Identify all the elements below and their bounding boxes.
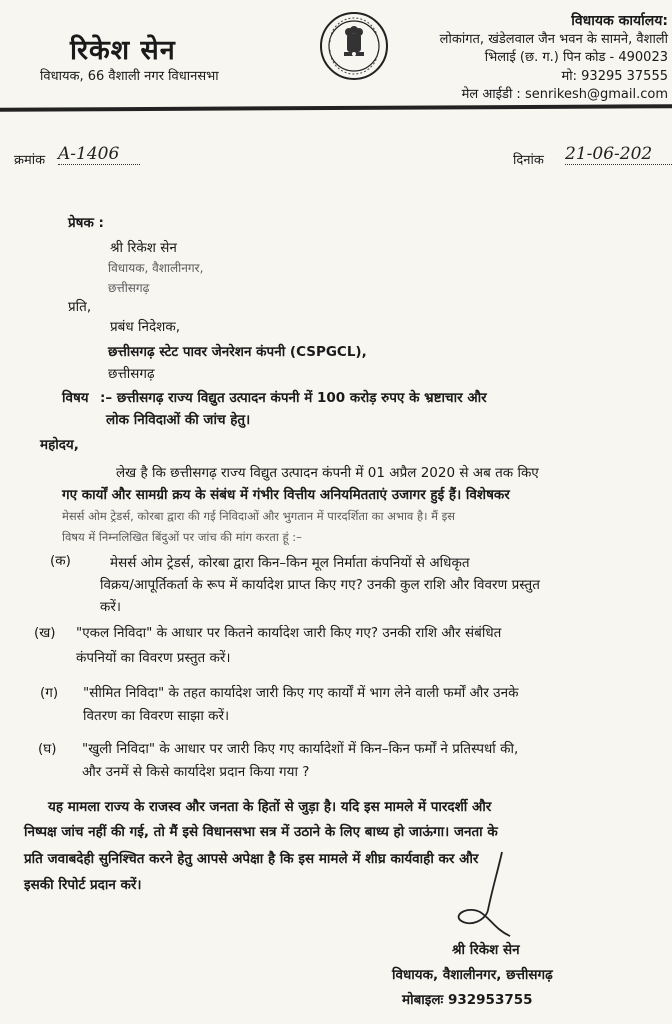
sender-designation: विधायक, वैशालीनगर,	[108, 261, 204, 275]
signatory-designation: विधायक, वैशालीनगर, छत्तीसगढ़	[392, 967, 553, 983]
recipient-heading: प्रति,	[68, 299, 92, 315]
point-text: और उनमें से किसे कार्यादेश प्रदान किया गया ?	[82, 764, 310, 780]
salutation: महोदय,	[40, 437, 79, 453]
intro-line: मेसर्स ओम ट्रेडर्स, कोरबा द्वारा की गई निविदाओं और भुगतान में पारदर्शिता का अभाव है। मैं इस	[62, 509, 456, 523]
date-value: 21-06-202	[565, 144, 653, 164]
recipient-line: प्रबंध निदेशक,	[110, 319, 180, 335]
point-text: करें।	[100, 599, 122, 615]
closing-line: निष्पक्ष जांच नहीं की गई, तो मैं इसे विधानसभा सत्र में उठाने के लिए बाध्य हो जाऊंगा। जनता के	[24, 824, 498, 840]
handwritten-signature	[440, 850, 520, 940]
sender-state: छत्तीसगढ़	[108, 281, 150, 295]
intro-line: गए कार्यों और सामग्री क्रय के संबंध में गंभीर वित्तीय अनियमितताएं उजागर हुई हैं। विशेषकर	[62, 487, 510, 503]
office-address-block	[440, 12, 668, 105]
point-text: मेसर्स ओम ट्रेडर्स, कोरबा द्वारा किन–किन मूल निर्माता कंपनियों से अधिकृत	[110, 555, 470, 571]
point-text: वितरण का विवरण साझा करें।	[83, 708, 230, 724]
point-text: "सीमित निविदा" के तहत कार्यादेश जारी किए गए कार्यों में भाग लेने वाली फर्मों और उनके	[83, 685, 519, 701]
ref-dotted-line	[58, 164, 140, 165]
point-marker: (क)	[50, 553, 71, 569]
office-email: मेल आईडी : senrikesh@gmail.com	[461, 87, 668, 102]
address-line: लोकांगत, खंडेलवाल जैन भवन के सामने, वैशाली	[439, 31, 668, 47]
recipient-company: छत्तीसगढ़ स्टेट पावर जेनरेशन कंपनी (CSPGCL),	[108, 344, 367, 360]
closing-line: प्रति जवाबदेही सुनिश्चित करने हेतु आपसे अपेक्षा है कि इस मामले में शीघ्र कार्यवाही कर और	[24, 851, 479, 867]
closing-line: यह मामला राज्य के राजस्व और जनता के हितों से जुड़ा है। यदि इस मामले में पारदर्शी और	[48, 799, 492, 815]
ref-label: क्रमांक	[14, 153, 46, 168]
closing-line: इसकी रिपोर्ट प्रदान करें।	[24, 877, 142, 893]
address-line: भिलाई (छ. ग.) पिन कोड - 490023	[484, 50, 668, 65]
recipient-state: छत्तीसगढ़	[108, 366, 155, 382]
point-marker: (घ)	[38, 741, 57, 757]
point-text: "एकल निविदा" के आधार पर कितने कार्यादेश जारी किए गए? उनकी राशि और संबंधित	[76, 625, 502, 641]
sender-heading: प्रेषक :	[68, 215, 104, 231]
signatory-name: श्री रिकेश सेन	[452, 942, 520, 958]
intro-line: लेख है कि छत्तीसगढ़ राज्य विद्युत उत्पादन कंपनी में 01 अप्रैल 2020 से अब तक किए	[116, 465, 539, 481]
intro-line: विषय में निम्नलिखित बिंदुओं पर जांच की मांग करता हूं :–	[62, 530, 302, 544]
point-marker: (ख)	[34, 625, 56, 641]
subject-label: विषय	[62, 390, 89, 406]
subject-line: लोक निविदाओं की जांच हेतु।	[106, 412, 251, 428]
subject-line: :– छत्तीसगढ़ राज्य विद्युत उत्पादन कंपनी में 100 करोड़ रुपए के भ्रष्टाचार और	[100, 390, 487, 406]
ref-number: A-1406	[58, 144, 120, 164]
signatory-mobile: मोबाइलः 932953755	[402, 992, 533, 1008]
letterhead-divider	[0, 104, 672, 112]
sender-name: श्री रिकेश सेन	[110, 240, 177, 256]
point-text: कंपनियों का विवरण प्रस्तुत करें।	[76, 650, 231, 666]
point-text: विक्रय/आपूर्तिकर्ता के रूप में कार्यादेश प्राप्त किए गए? उनकी कुल राशि और विवरण प्रस्तुत	[100, 577, 540, 593]
date-label: दिनांक	[513, 153, 544, 168]
letterhead-designation: विधायक, 66 वैशाली नगर विधानसभा	[40, 69, 219, 84]
point-marker: (ग)	[40, 685, 59, 701]
letterhead-name: रिकेश सेन	[70, 35, 176, 66]
office-title: विधायक कार्यालय:	[571, 13, 668, 29]
point-text: "खुली निविदा" के आधार पर जारी किए गए कार्यादेशों में किन–किन फर्मों ने प्रतिस्पर्धा की,	[82, 741, 519, 757]
office-mobile: मो: 93295 37555	[561, 68, 668, 84]
government-emblem-icon	[318, 10, 390, 82]
date-dotted-line	[565, 164, 672, 165]
